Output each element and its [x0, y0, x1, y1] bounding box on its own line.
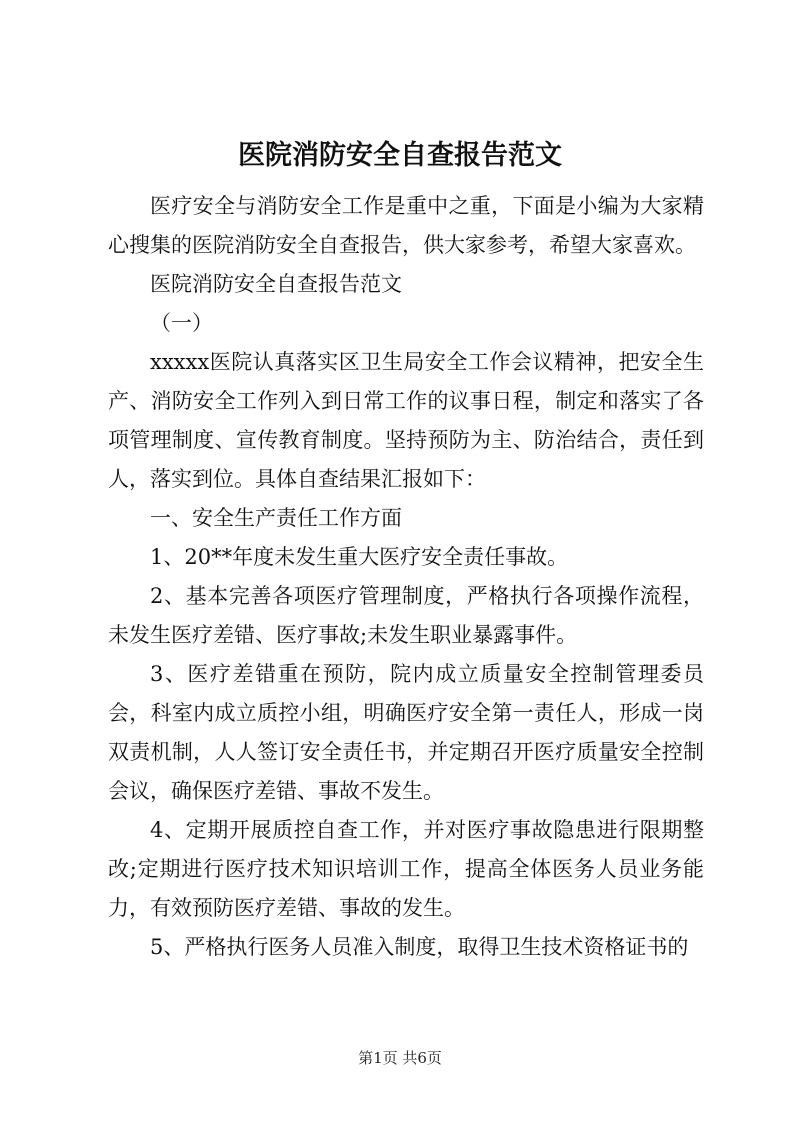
- item-2: 2、基本完善各项医疗管理制度，严格执行各项操作流程，未发生医疗差错、医疗事故;未发生职业暴露事件。: [108, 584, 704, 647]
- document-title: 医院消防安全自查报告范文: [238, 140, 562, 171]
- summary-paragraph: xxxxx医院认真落实区卫生局安全工作会议精神，把安全生产、消防安全工作列入到日常工作的议事日程，制定和落实了各项管理制度、宣传教育制度。坚持预防为主、防治结合，责任到人，落实到位。具体自查结果汇报如下：: [108, 350, 704, 491]
- item-4: 4、定期开展质控自查工作，并对医疗事故隐患进行限期整改;定期进行医疗技术知识培训工作，提高全体医务人员业务能力，有效预防医疗差错、事故的发生。: [108, 818, 704, 920]
- subtitle-paragraph: 医院消防安全自查报告范文: [150, 272, 402, 296]
- item-3: 3、医疗差错重在预防，院内成立质量安全控制管理委员会，科室内成立质控小组，明确医疗安全第一责任人，形成一岗双责机制，人人签订安全责任书，并定期召开医疗质量安全控制会议，确保医疗差错、事故不发生。: [108, 662, 704, 803]
- item-5: 5、严格执行医务人员准入制度，取得卫生技术资格证书的: [150, 935, 689, 959]
- page-footer: 第1页 共6页: [358, 1049, 442, 1067]
- item-1: 1、20**年度未发生重大医疗安全责任事故。: [150, 545, 569, 569]
- intro-paragraph: 医疗安全与消防安全工作是重中之重，下面是小编为大家精心搜集的医院消防安全自查报告，供大家参考，希望大家喜欢。: [108, 194, 704, 257]
- section-heading: 一、安全生产责任工作方面: [150, 506, 402, 530]
- section-number: （一）: [150, 311, 213, 335]
- document-body: [108, 187, 704, 967]
